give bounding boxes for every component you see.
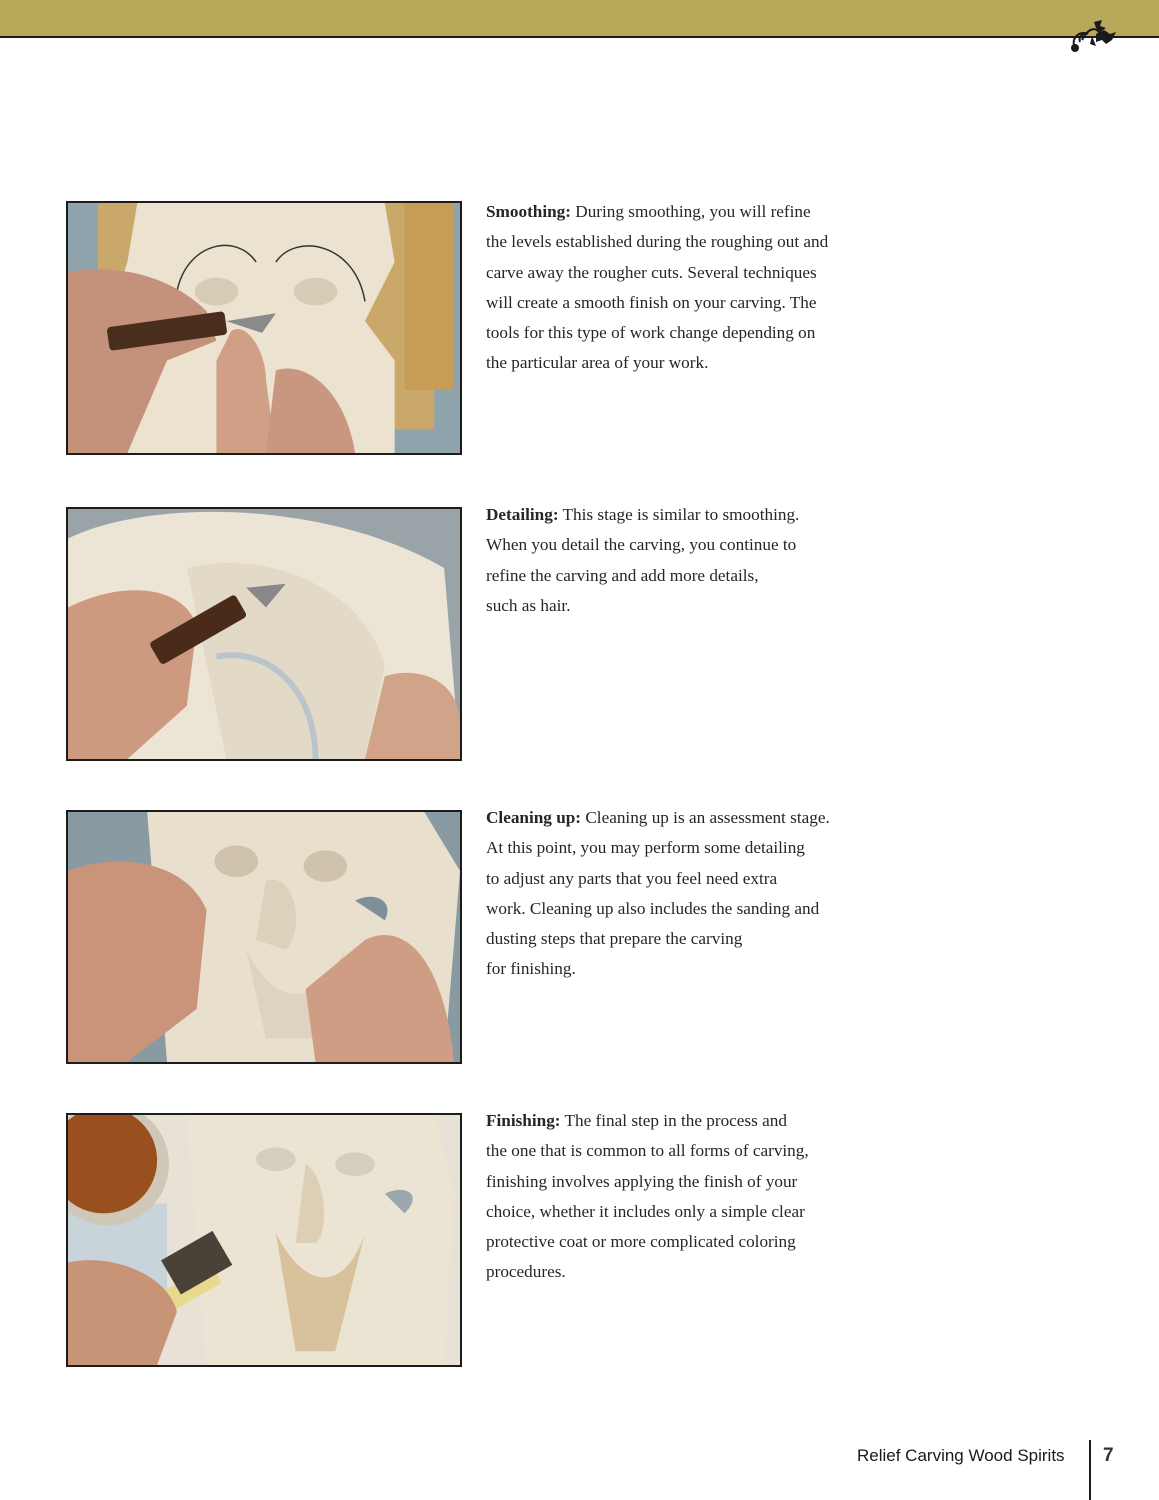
footer-divider: [1089, 1440, 1091, 1500]
cleaning-up-heading: Cleaning up:: [486, 808, 582, 827]
smoothing-text: Smoothing: During smoothing, you will refine the levels established during the roughing out and carve away the rougher cuts. Several techniques will create a smooth finish on your carving. The tools for this type of work change depending on the particular area of your work.: [486, 202, 829, 373]
finishing-photo: [66, 1113, 462, 1367]
page-number: 7: [1103, 1445, 1114, 1466]
detailing-photo: [66, 507, 462, 761]
running-footer-title: Relief Carving Wood Spirits: [857, 1446, 1065, 1465]
detailing-heading: Detailing:: [486, 505, 559, 524]
vine-leaf-ornament-icon: [1066, 18, 1122, 56]
smoothing-heading: Smoothing:: [486, 202, 571, 221]
detailing-text: Detailing: This stage is similar to smoothing. When you detail the carving, you continue to refine the carving and add more details, such as hair.: [486, 505, 800, 615]
smoothing-photo: [66, 201, 462, 455]
header-band: [0, 0, 1159, 38]
cleaning-up-photo: [66, 810, 462, 1064]
cleaning-up-text: Cleaning up: Cleaning up is an assessment stage. At this point, you may perform some detailing to adjust any parts that you feel need extra work. Cleaning up also includes the sanding and dusting steps that prepare the carving for finishing.: [486, 808, 830, 979]
finishing-text: Finishing: The final step in the process and the one that is common to all forms of carving, finishing involves applying the finish of your choice, whether it includes only a simple clear protective coat or more complicated coloring procedures.: [486, 1111, 809, 1282]
finishing-heading: Finishing:: [486, 1111, 561, 1130]
